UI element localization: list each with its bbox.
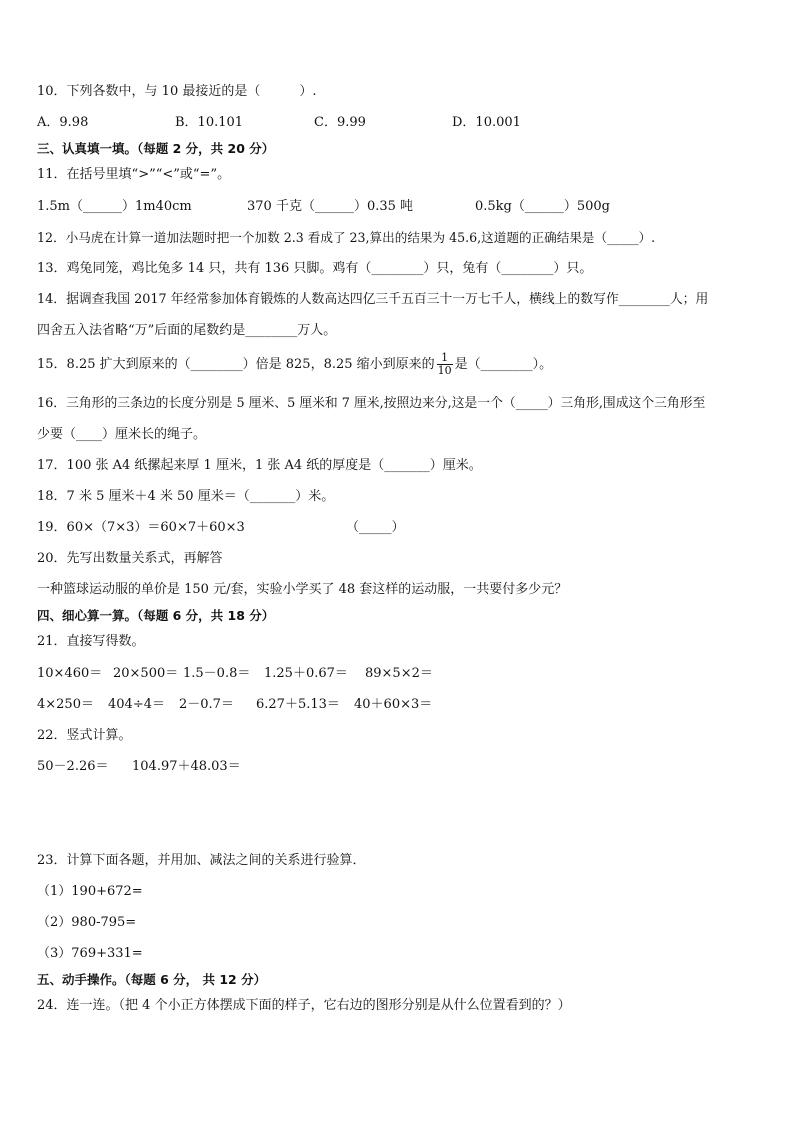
question-15-after: 是（________）。 <box>454 357 553 372</box>
question-23-item-1: （1）190+672= <box>37 884 143 899</box>
question-10-option-d: D．10.001 <box>452 115 521 130</box>
fraction <box>437 352 453 377</box>
question-11-item-2: 370 千克（______）0.35 吨 <box>247 199 414 214</box>
question-24: 24．连一连。（把 4 个小正方体摆成下面的样子，它右边的图形分别是从什么位置看到的？） <box>37 998 571 1013</box>
question-21-row-1-item-4: 1.25＋0.67＝ <box>264 666 348 681</box>
question-10-option-b: B．10.101 <box>175 115 244 130</box>
section-3-heading: 三、认真填一填。（每题 2 分，共 20 分） <box>37 141 275 156</box>
question-21-row-2-item-4: 6.27＋5.13＝ <box>256 697 340 712</box>
question-21-row-2-item-2: 404÷4＝ <box>108 697 165 712</box>
question-20-text: 一种篮球运动服的单价是 150 元/套，实验小学买了 48 套这样的运动服，一共要付多少元？ <box>37 582 568 597</box>
question-18: 18．7 米 5 厘米＋4 米 50 厘米＝（_______）米。 <box>37 489 335 504</box>
question-22-item-1: 50－2.26＝ <box>37 759 109 774</box>
question-16-line-2: 少要（____）厘米长的绳子。 <box>37 427 207 442</box>
question-16-line-1: 16．三角形的三条边的长度分别是 5 厘米、5 厘米和 7 厘米,按照边来分,这是一个（_____）三角形,围成这个三角形至 <box>37 396 706 411</box>
question-12: 12．小马虎在计算一道加法题时把一个加数 2.3 看成了 23,算出的结果为 45.6,这道题的正确结果是（_____）. <box>37 230 656 245</box>
question-13: 13．鸡兔同笼，鸡比兔多 14 只，共有 136 只脚。鸡有（________）只，兔有（________）只。 <box>37 261 593 276</box>
question-20-stem: 20．先写出数量关系式，再解答 <box>37 551 223 566</box>
question-10-stem: 10．下列各数中，与 10 最接近的是（ ）. <box>37 84 317 99</box>
question-19-expression: 19．60×（7×3）＝60×7＋60×3 <box>37 520 245 535</box>
question-21-row-2-item-3: 2－0.7＝ <box>179 697 234 712</box>
fraction-numerator: 1 <box>437 352 453 365</box>
section-4-heading: 四、细心算一算。（每题 6 分，共 18 分） <box>37 608 275 623</box>
question-14-line-2: 四舍五入法省略“万”后面的尾数约是________万人。 <box>37 323 337 338</box>
section-5-heading: 五、动手操作。（每题 6 分， 共 12 分） <box>37 972 267 987</box>
question-11-stem: 11．在括号里填“>”“<”或“=”。 <box>37 167 231 182</box>
fraction-denominator: 10 <box>437 364 452 377</box>
question-23-item-3: （3）769+331= <box>37 946 143 961</box>
question-21-row-1-item-2: 20×500＝ <box>113 666 179 681</box>
question-23-stem: 23．计算下面各题，并用加、减法之间的关系进行验算． <box>37 853 366 868</box>
question-21-row-1-item-5: 89×5×2＝ <box>365 666 433 681</box>
question-11-item-3: 0.5kg（______）500g <box>475 199 611 214</box>
question-21-row-2-item-5: 40＋60×3＝ <box>354 697 433 712</box>
question-14-line-1: 14．据调查我国 2017 年经常参加体育锻炼的人数高达四亿三千五百三十一万七千人，横线上的数写作________人；用 <box>37 292 709 307</box>
question-11-item-1: 1.5m（______）1m40cm <box>37 199 192 214</box>
question-15 <box>37 350 552 380</box>
question-21-stem: 21．直接写得数。 <box>37 634 145 649</box>
question-23-item-2: （2）980-795= <box>37 915 137 930</box>
question-21-row-2-item-1: 4×250＝ <box>37 697 94 712</box>
question-17: 17．100 张 A4 纸摞起来厚 1 厘米，1 张 A4 纸的厚度是（_______）厘米。 <box>37 458 482 473</box>
question-19-blank: （_____） <box>346 520 405 535</box>
question-15-before: 15．8.25 扩大到原来的（________）倍是 825，8.25 缩小到原来的 <box>37 357 435 372</box>
question-22-stem: 22．竖式计算。 <box>37 728 132 743</box>
question-22-item-2: 104.97＋48.03＝ <box>132 759 241 774</box>
question-21-row-1-item-3: 1.5－0.8＝ <box>183 666 251 681</box>
question-10-option-c: C．9.99 <box>314 115 366 130</box>
question-10-option-a: A．9.98 <box>37 115 89 130</box>
question-21-row-1-item-1: 10×460＝ <box>37 666 103 681</box>
